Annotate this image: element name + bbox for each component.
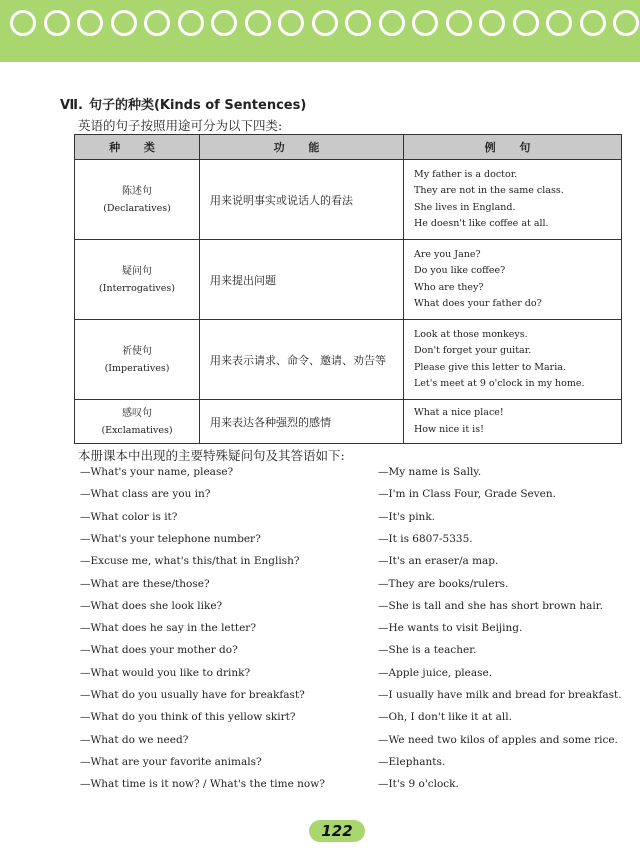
example-sentence: Let's meet at 9 o'clock in my home. bbox=[414, 378, 585, 389]
dialog-question: —What does she look like? bbox=[80, 599, 223, 612]
dialog-answer: —Elephants. bbox=[378, 755, 446, 768]
dialog-question: —What would you like to drink? bbox=[80, 666, 251, 679]
dialog-answer: —It is 6807-5335. bbox=[378, 532, 473, 545]
dialog-question: —What class are you in? bbox=[80, 488, 211, 501]
dialog-answer: —It's an eraser/a map. bbox=[378, 555, 499, 568]
dialog-question: —What does your mother do? bbox=[80, 644, 238, 657]
dialog-intro: 本册课本中出现的主要特殊疑问句及其答语如下: bbox=[78, 448, 345, 463]
type-zh: 陈述句 bbox=[122, 185, 152, 197]
dialog-question: —What time is it now? / What's the time now? bbox=[80, 778, 325, 791]
dialog-question: —What are these/those? bbox=[80, 577, 210, 590]
function-cell: 用来表达各种强烈的感情 bbox=[200, 400, 404, 444]
page-number: 122 bbox=[309, 820, 365, 842]
type-en: (Imperatives) bbox=[104, 362, 170, 374]
dialog-answer: —It's pink. bbox=[378, 510, 436, 523]
function-cell: 用来表示请求、命令、邀请、劝告等 bbox=[200, 320, 404, 400]
example-sentence: Do you like coffee? bbox=[414, 265, 506, 276]
function-cell: 用来提出问题 bbox=[200, 240, 404, 320]
section-number: Ⅶ. bbox=[60, 98, 83, 113]
dialog-question: —What's your name, please? bbox=[80, 466, 234, 478]
type-zh: 疑问句 bbox=[122, 265, 152, 277]
dialog-answer: —I'm in Class Four, Grade Seven. bbox=[378, 488, 556, 501]
dialog-question: —What do you usually have for breakfast? bbox=[80, 689, 305, 701]
dialog-answer: —Oh, I don't like it at all. bbox=[378, 711, 512, 724]
example-sentence: He doesn't like coffee at all. bbox=[414, 218, 549, 229]
example-sentence: They are not in the same class. bbox=[414, 185, 564, 196]
header-type: 种 类 bbox=[75, 135, 200, 160]
dialog-question: —What do you think of this yellow skirt? bbox=[80, 711, 296, 724]
header-function: 功 能 bbox=[200, 135, 404, 160]
dialog-answer: —They are books/rulers. bbox=[378, 577, 509, 590]
dialog-answer: —My name is Sally. bbox=[378, 466, 482, 478]
dialog-answer: —It's 9 o'clock. bbox=[378, 778, 459, 791]
dialog-answer: —I usually have milk and bread for breakfast. bbox=[378, 689, 622, 701]
dialog-question: —What's your telephone number? bbox=[80, 532, 261, 545]
type-en: (Declaratives) bbox=[103, 202, 171, 214]
function-cell: 用来说明事实或说话人的看法 bbox=[200, 160, 404, 240]
example-sentence: Are you Jane? bbox=[414, 248, 481, 260]
example-sentence: She lives in England. bbox=[414, 201, 516, 213]
example-sentence: Don't forget your guitar. bbox=[414, 345, 532, 356]
example-sentence: How nice it is! bbox=[414, 423, 484, 435]
dialog-question: —What are your favorite animals? bbox=[80, 755, 262, 768]
type-en: (Exclamatives) bbox=[101, 424, 173, 436]
dialog-question: —What does he say in the letter? bbox=[80, 622, 256, 635]
dialog-question: —What color is it? bbox=[80, 510, 178, 523]
dialog-answer: —She is tall and she has short brown hair. bbox=[378, 599, 603, 612]
dialog-question: —Excuse me, what's this/that in English? bbox=[80, 555, 300, 568]
type-zh: 感叹句 bbox=[122, 407, 152, 419]
example-sentence: Please give this letter to Maria. bbox=[414, 361, 566, 373]
example-sentence: My father is a doctor. bbox=[414, 168, 518, 180]
section-title: 句子的种类(Kinds of Sentences) bbox=[88, 98, 307, 113]
dialog-question: —What do we need? bbox=[80, 733, 189, 746]
type-zh: 祈使句 bbox=[122, 345, 152, 357]
example-sentence: Look at those monkeys. bbox=[414, 328, 528, 340]
dialog-answer: —We need two kilos of apples and some rice. bbox=[378, 733, 618, 746]
header-examples: 例 句 bbox=[404, 135, 622, 160]
example-sentence: Who are they? bbox=[414, 281, 484, 293]
dialog-answer: —She is a teacher. bbox=[378, 644, 477, 657]
type-en: (Interrogatives) bbox=[99, 282, 175, 294]
example-sentence: What a nice place! bbox=[414, 407, 504, 418]
dialog-answer: —Apple juice, please. bbox=[378, 666, 493, 679]
dialog-answer: —He wants to visit Beijing. bbox=[378, 622, 523, 635]
example-sentence: What does your father do? bbox=[414, 298, 542, 309]
section-intro: 英语的句子按照用途可分为以下四类: bbox=[78, 118, 283, 133]
